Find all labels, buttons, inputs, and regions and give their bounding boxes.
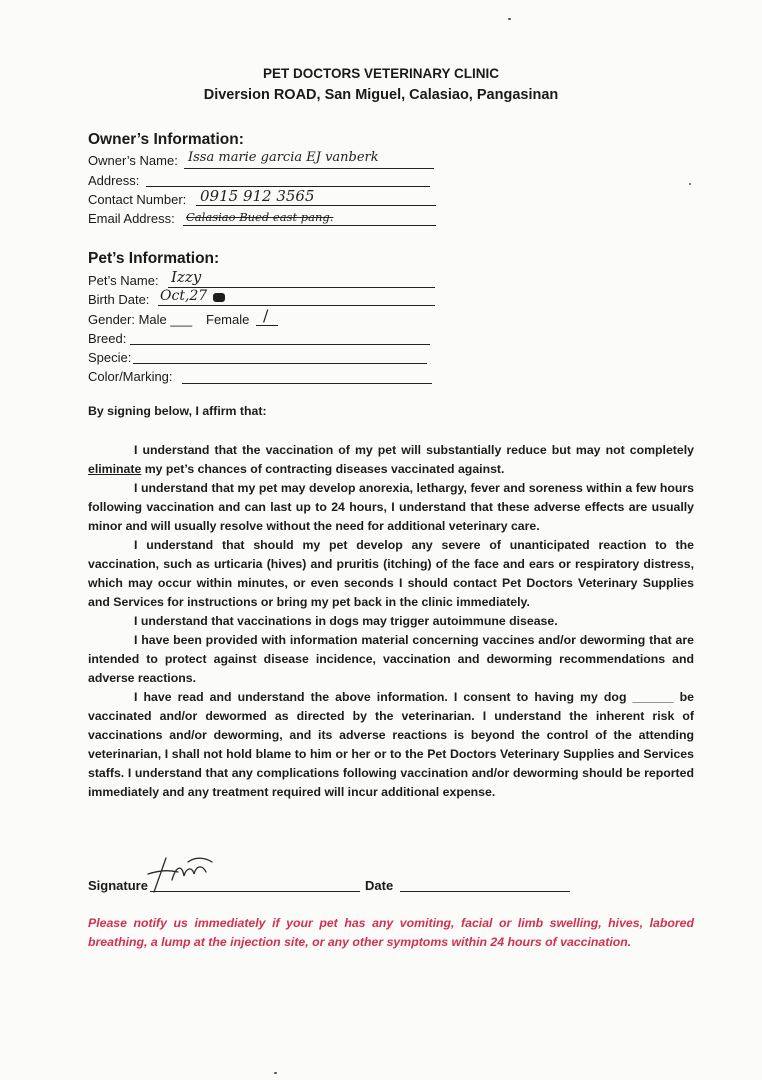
specie-line <box>133 363 427 364</box>
contact-number-value: 0915 912 3565 <box>200 187 315 205</box>
warning-note: Please notify us immediately if your pet has any vomiting, facial or limb swelling, hives, labored breathing, a lump at the injection site, or any other symptoms within 24 hours of vaccination. <box>88 916 694 949</box>
affirm-p1-underlined: eliminate <box>88 462 142 476</box>
clinic-name: PET DOCTORS VETERINARY CLINIC <box>262 66 500 81</box>
address-label: Address: <box>88 173 140 188</box>
email-address-line <box>183 225 436 226</box>
pet-info-heading: Pet’s Information: <box>88 250 220 267</box>
owner-name-label: Owner’s Name: <box>88 153 178 168</box>
scan-speck <box>508 18 511 20</box>
color-marking-line <box>182 383 432 384</box>
affirm-paragraph-5: I have been provided with information material concerning vaccines and/or deworming that are intended to protect against disease incidence, vaccination and deworming recommendations and adverse reactions. <box>88 633 694 685</box>
breed-label: Breed: <box>88 331 127 346</box>
scan-speck <box>274 1072 277 1074</box>
birth-date-label: Birth Date: <box>88 292 150 307</box>
handwritten-signature <box>140 852 220 896</box>
email-address-value: Calasiao Bued east pang. <box>186 210 334 224</box>
date-label: Date <box>365 878 394 893</box>
gender-female-mark: / <box>263 306 269 325</box>
owner-info-heading: Owner’s Information: <box>88 131 244 148</box>
affirm-paragraph-2: I understand that my pet may develop anorexia, lethargy, fever and soreness within a few hours following vaccination and can last up to 24 hours, I understand that these adverse effects are usually minor and will usually resolve without the need for additional veterinary care. <box>88 481 694 533</box>
pet-name-label: Pet’s Name: <box>88 273 159 288</box>
pet-name-value: Izzy <box>171 268 202 286</box>
clinic-address: Diversion ROAD, San Miguel, Calasiao, Pangasinan <box>203 87 559 103</box>
color-marking-label: Color/Marking: <box>88 369 173 384</box>
date-line <box>400 891 570 892</box>
gender-female-label: Female <box>206 312 250 327</box>
affirm-paragraph-3: I understand that should my pet develop any severe of unanticipated reaction to the vaccination, such as urticaria (hives) and pruritis (itching) of the face and ears or respiratory distress, which may occur within minutes, or even seconds I should contact Pet Doctors Veterinary Supplies and Services for instructions or bring my pet back in the clinic immediately. <box>88 538 694 609</box>
affirm-p1-start: I understand that the vaccination of my pet will substantially reduce but may not completely <box>134 443 694 457</box>
affirm-p1-end: my pet’s chances of contracting diseases vaccinated against. <box>141 462 505 476</box>
affirm-paragraph-4: I understand that vaccinations in dogs may trigger autoimmune disease. <box>134 614 558 628</box>
gender-female-line <box>256 325 278 326</box>
signature-label: Signature <box>88 878 148 893</box>
birth-date-line <box>158 305 435 306</box>
ink-blot <box>213 293 225 302</box>
affirm-paragraph-6: I have read and understand the above information. I consent to having my dog ______ be vaccinated and/or dewormed as directed by the veterinarian. I understand the inherent risk of vaccinations and/or deworming, and its adverse reactions is beyond the control of the attending veterinarian, I shall not hold blame to him or her or to the Pet Doctors Veterinary Supplies and Services staffs. I understand that any complications following vaccination and/or deworming should be reported immediately and any treatment required will incur additional expense. <box>88 690 694 799</box>
gender-male-label: Gender: Male ___ <box>88 312 193 327</box>
owner-name-value: Issa marie garcia EJ vanberk <box>188 150 379 165</box>
owner-name-line <box>184 168 434 169</box>
birth-date-value: Oct,27 <box>160 288 208 304</box>
affirm-paragraph-1 <box>88 441 694 479</box>
pet-name-line <box>168 287 435 288</box>
contact-number-line <box>196 205 436 206</box>
breed-line <box>130 344 430 345</box>
affirm-intro: By signing below, I affirm that: <box>88 404 267 418</box>
affirmation-body <box>88 441 694 802</box>
scan-speck <box>689 183 691 185</box>
contact-number-label: Contact Number: <box>88 192 187 207</box>
specie-label: Specie: <box>88 350 132 365</box>
email-address-label: Email Address: <box>88 211 175 226</box>
